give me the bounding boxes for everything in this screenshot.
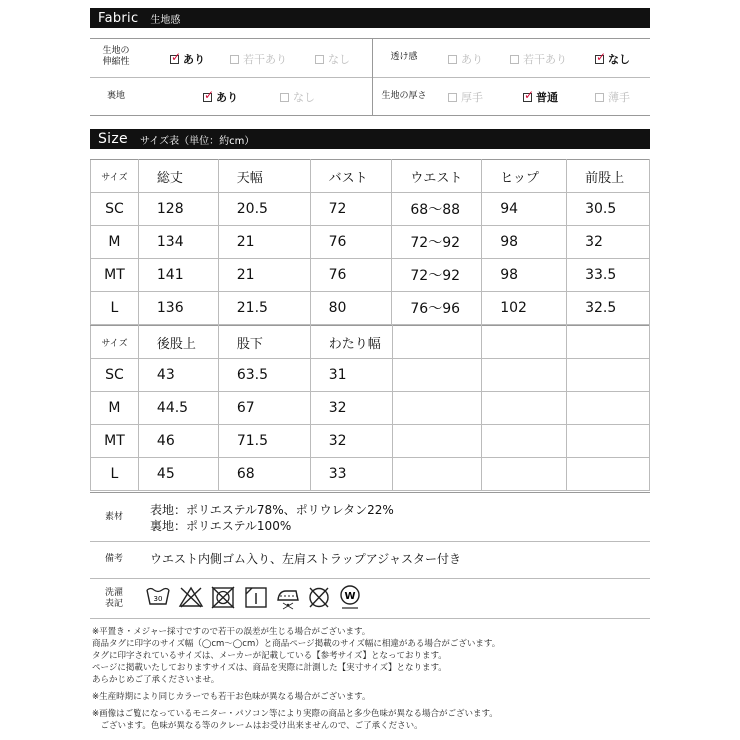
cell: 33 [310,458,392,491]
wash-temp: 30 [153,595,163,603]
size-table-1-header [91,160,650,193]
cell: 98 [482,259,567,292]
cell [392,458,482,491]
cell: 21.5 [218,292,310,325]
cell: 76〜96 [392,292,482,325]
material-line-2: 裏地：ポリエステル100% [150,519,292,533]
cell [482,326,567,359]
iron-low-icon [274,583,302,611]
header-back-rise: 後股上 [138,326,218,359]
cell: 68 [218,458,310,491]
sheer-label: 透け感 [390,52,418,62]
cell: 32 [567,226,650,259]
table-row [91,392,650,425]
lining-option-2: なし [280,87,315,107]
size-table-2-header [91,326,650,359]
cell [567,458,650,491]
cell: 32 [310,425,392,458]
cell: 31 [310,359,392,392]
cell: 20.5 [218,193,310,226]
cell [392,359,482,392]
cell [482,392,567,425]
checkbox-icon [280,93,289,102]
no-bleach-icon [178,585,204,609]
cell: 63.5 [218,359,310,392]
cell: 46 [138,425,218,458]
cell [392,326,482,359]
cell: 136 [138,292,218,325]
line-dry-shade-icon [243,585,269,609]
row-size: SC [91,359,139,392]
header-length: 総丈 [138,160,218,193]
checkbox-icon [230,55,239,64]
fabric-divider [372,39,373,115]
note-line: ※生産時期により同じカラーでも若干お色味が異なる場合がございます。 [92,692,371,702]
row-size: L [91,292,139,325]
cell: 44.5 [138,392,218,425]
no-dry-clean-icon [306,585,332,609]
row-size: MT [91,259,139,292]
notes-section [92,626,652,732]
stretch-option-1: ✓ あり [170,49,205,69]
cell: 72〜92 [392,259,482,292]
care-row [90,578,650,619]
note-line: ページに掲載いたしておりますサイズは、商品を実際に計測した【実寸サイズ】となります。 [92,663,447,673]
cell [567,392,650,425]
size-header [90,129,650,149]
cell: 94 [482,193,567,226]
material-label: 素材 [104,512,123,522]
stretch-option-3: なし [315,49,350,69]
note-line: ※画像はご覧になっているモニター・パソコン等により実際の商品と多少色味が異なる場合がございます。 [92,709,498,719]
cell: 30.5 [567,193,650,226]
checkbox-icon [595,93,604,102]
thickness-label: 生地の厚さ [381,91,427,101]
thickness-option-1: 厚手 [448,87,483,107]
cell: 32 [310,392,392,425]
cell: 45 [138,458,218,491]
table-row [91,425,650,458]
size-table-1 [90,159,650,325]
cell: 128 [138,193,218,226]
note-line: ございます。色味が異なる等のクレームはお受け出来ませんので、ご了承ください。 [92,721,423,731]
table-row [91,292,650,325]
care-label: 洗濯 表記 [104,588,123,609]
material-line-1: 表地：ポリエステル78%、ポリウレタン22% [150,503,394,517]
remarks-label: 備考 [104,554,123,564]
checkbox-icon [448,93,457,102]
note-line: ※平置き・メジャー採寸ですので若干の誤差が生じる場合がございます。 [92,627,371,637]
header-waist: ウエスト [392,160,482,193]
cell: 80 [310,292,392,325]
cell [392,425,482,458]
cell: 67 [218,392,310,425]
cell: 32.5 [567,292,650,325]
header-top-width: 天幅 [218,160,310,193]
cell: 102 [482,292,567,325]
cell [567,326,650,359]
cell: 76 [310,259,392,292]
header-inseam: 股下 [218,326,310,359]
row-size: M [91,226,139,259]
cell [567,359,650,392]
cell [567,425,650,458]
table-row [91,193,650,226]
cell: 72 [310,193,392,226]
cell: 21 [218,226,310,259]
lining-label: 裏地 [106,91,125,101]
cell [482,458,567,491]
svg-text:W: W [344,591,356,602]
fabric-row-1 [90,39,650,77]
cell [482,425,567,458]
cell: 134 [138,226,218,259]
size-label: サイズ [91,326,139,359]
stretch-label: 生地の 伸縮性 [102,46,130,67]
sheer-option-2: 若干あり [510,49,567,69]
cell: 68〜88 [392,193,482,226]
sheer-option-1: あり [448,49,483,69]
material-value [150,502,394,534]
no-tumble-dry-icon [210,585,236,609]
fabric-row-2 [90,77,650,116]
header-front-rise: 前股上 [567,160,650,193]
checkbox-icon [203,93,212,102]
row-size: MT [91,425,139,458]
checkbox-icon [170,55,179,64]
checkbox-icon [510,55,519,64]
cell: 33.5 [567,259,650,292]
row-size: M [91,392,139,425]
cell: 43 [138,359,218,392]
row-size: L [91,458,139,491]
thickness-option-2: ✓ 普通 [523,87,558,107]
cell [392,392,482,425]
table-row [91,359,650,392]
cell: 71.5 [218,425,310,458]
fabric-table [90,38,650,116]
cell [482,359,567,392]
checkbox-icon [595,55,604,64]
size-label: サイズ [91,160,139,193]
material-row [90,492,650,542]
lining-option-1: ✓ あり [203,87,238,107]
size-header-en: Size [98,131,128,147]
cell: 21 [218,259,310,292]
size-table-2 [90,325,650,491]
wet-clean-icon [337,583,363,611]
sheer-option-3: ✓ なし [595,49,630,69]
cell: 98 [482,226,567,259]
table-row [91,259,650,292]
checkbox-icon [523,93,532,102]
table-row [91,458,650,491]
remarks-row [90,540,650,579]
note-line: 商品タグに印字のサイズ幅（◯cm〜◯cm）と商品ページ掲載のサイズ幅に相違がある場合がございます。 [92,639,501,649]
checkbox-icon [448,55,457,64]
cell: 141 [138,259,218,292]
cell: 72〜92 [392,226,482,259]
stretch-option-2: 若干あり [230,49,287,69]
cell: 76 [310,226,392,259]
header-bust: バスト [310,160,392,193]
remarks-value: ウエスト内側ゴム入り、左肩ストラップアジャスター付き [150,552,462,566]
row-size: SC [91,193,139,226]
fabric-header-jp: 生地感 [150,14,181,26]
fabric-header [90,8,650,28]
note-line: あらかじめご了承くださいませ。 [92,675,220,685]
fabric-header-en: Fabric [98,10,139,26]
note-line: タグに印字されているサイズは、メーカーが記載している【参考サイズ】となっております。 [92,651,447,661]
thickness-option-3: 薄手 [595,87,630,107]
size-header-jp: サイズ表（単位：約cm） [139,135,255,147]
header-hip: ヒップ [482,160,567,193]
header-thigh: わたり幅 [310,326,392,359]
checkbox-icon [315,55,324,64]
wash-30-icon [145,585,171,609]
table-row [91,226,650,259]
